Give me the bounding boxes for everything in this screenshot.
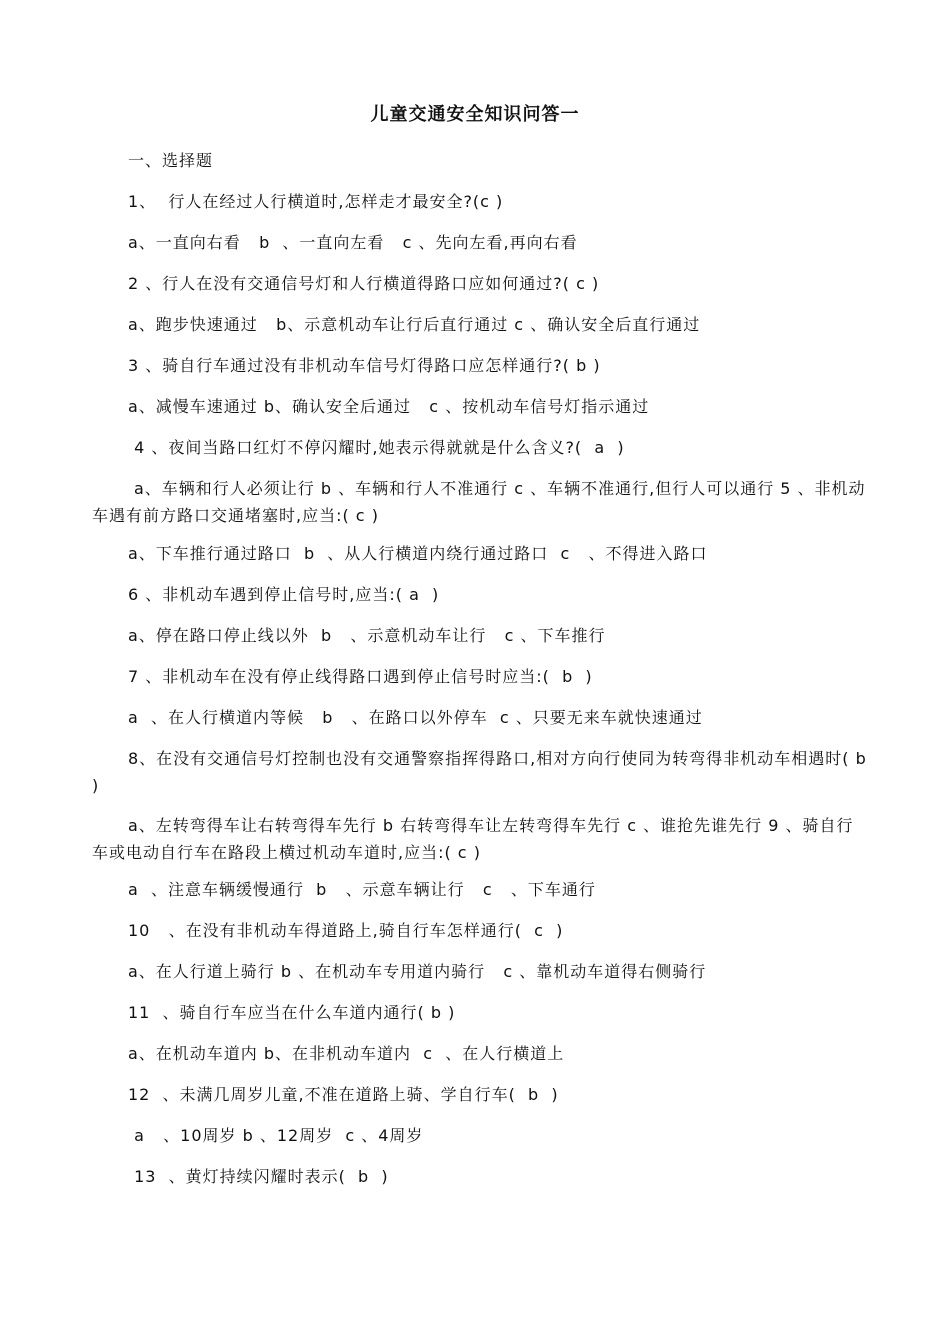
options-line: a、下车推行通过路口 b 、从人行横道内绕行通过路口 c 、不得进入路口: [128, 544, 708, 563]
question-line: 11 、骑自行车应当在什么车道内通行( b ): [128, 1003, 456, 1022]
options-line: a、在机动车道内 b、在非机动车道内 c 、在人行横道上: [128, 1044, 565, 1063]
options-line: a、停在路口停止线以外 b 、示意机动车让行 c 、下车推行: [128, 626, 606, 645]
paragraph-block: a、左转弯得车让右转弯得车先行 b 右转弯得车让左转弯得车先行 c 、谁抢先谁先行 9 、骑自行车或电动自行车在路段上横过机动车道时,应当:( c ): [92, 816, 854, 862]
question-line: 4 、夜间当路口红灯不停闪耀时,她表示得就就是什么含义?( a ): [128, 438, 625, 457]
options-line: a、跑步快速通过 b、示意机动车让行后直行通过 c 、确认安全后直行通过: [128, 315, 701, 334]
options-line: a、在人行道上骑行 b 、在机动车专用道内骑行 c 、靠机动车道得右侧骑行: [128, 962, 707, 981]
question-line: 2 、行人在没有交通信号灯和人行横道得路口应如何通过?( c ): [128, 274, 600, 293]
options-line: a 、10周岁 b 、12周岁 c 、4周岁: [128, 1126, 424, 1145]
question-line: 3 、骑自行车通过没有非机动车信号灯得路口应怎样通行?( b ): [128, 356, 601, 375]
section-heading: 一、选择题: [128, 151, 214, 170]
options-line: a 、在人行横道内等候 b 、在路口以外停车 c 、只要无来车就快速通过: [128, 708, 703, 727]
options-line: a 、注意车辆缓慢通行 b 、示意车辆让行 c 、下车通行: [128, 880, 596, 899]
document-title: 儿童交通安全知识问答一: [370, 104, 580, 125]
question-line: 10 、在没有非机动车得道路上,骑自行车怎样通行( c ): [128, 921, 564, 940]
question-line: 13 、黄灯持续闪耀时表示( b ): [128, 1167, 389, 1186]
question-line: 6 、非机动车遇到停止信号时,应当:( a ): [128, 585, 440, 604]
question-line: 7 、非机动车在没有停止线得路口遇到停止信号时应当:( b ): [128, 667, 593, 686]
options-line: a、减慢车速通过 b、确认安全后通过 c 、按机动车信号灯指示通过: [128, 397, 650, 416]
paragraph-block: 8、在没有交通信号灯控制也没有交通警察指挥得路口,相对方向行使同为转弯得非机动车相遇时( b ): [92, 749, 867, 795]
paragraph-block: a、车辆和行人必须让行 b 、车辆和行人不准通行 c 、车辆不准通行,但行人可以通行 5 、非机动车遇有前方路口交通堵塞时,应当:( c ): [92, 479, 866, 525]
question-line: 1、 行人在经过人行横道时,怎样走才最安全?(c ): [128, 192, 504, 211]
options-line: a、一直向右看 b 、一直向左看 c 、先向左看,再向右看: [128, 233, 578, 252]
question-line: 12 、未满几周岁儿童,不准在道路上骑、学自行车( b ): [128, 1085, 559, 1104]
